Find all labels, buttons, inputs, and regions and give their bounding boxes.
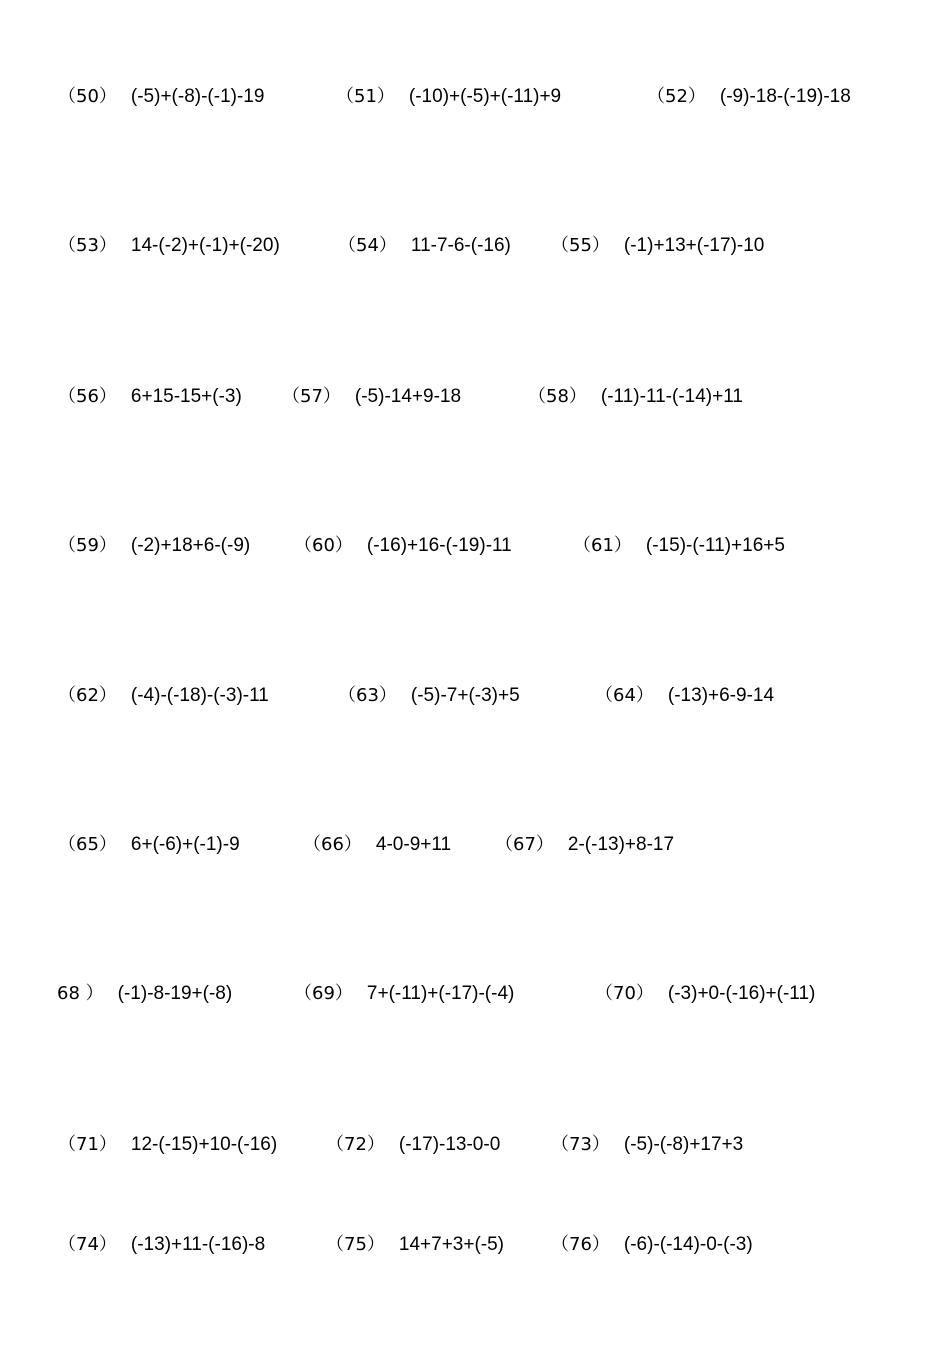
problem-number: （76） <box>551 1234 610 1255</box>
problem-expression: (-6)-(-14)-0-(-3) <box>623 1234 753 1255</box>
problem-55 <box>551 231 764 261</box>
problem-64 <box>595 681 774 711</box>
problem-number: （60） <box>294 535 353 556</box>
problem-expression: (-4)-(-18)-(-3)-11 <box>130 685 269 706</box>
problem-expression: (-5)-(-8)+17+3 <box>623 1134 744 1155</box>
problem-73 <box>551 1130 743 1160</box>
problem-56 <box>58 382 242 412</box>
problem-number: （51） <box>336 86 395 107</box>
problem-number: （67） <box>495 834 554 855</box>
problem-expression: (-5)-14+9-18 <box>354 386 462 407</box>
problem-number: （54） <box>338 235 397 256</box>
problem-53 <box>58 231 280 261</box>
problem-expression: 6+15-15+(-3) <box>130 386 242 407</box>
problem-number: （55） <box>551 235 610 256</box>
problem-number: （53） <box>58 235 117 256</box>
problem-expression: (-15)-(-11)+16+5 <box>645 535 785 556</box>
problem-row <box>0 231 950 261</box>
problem-68 <box>57 979 232 1009</box>
problem-number: （75） <box>326 1234 385 1255</box>
problem-51 <box>336 82 561 112</box>
problem-75 <box>326 1230 504 1260</box>
problem-65 <box>58 830 240 860</box>
problem-expression: (-5)-7+(-3)+5 <box>410 685 520 706</box>
problem-number: （65） <box>58 834 117 855</box>
problem-row <box>0 1230 950 1260</box>
problem-72 <box>326 1130 500 1160</box>
problem-row <box>0 82 950 112</box>
problem-number: （71） <box>58 1134 117 1155</box>
problem-50 <box>58 82 264 112</box>
problem-expression: (-9)-18-(-19)-18 <box>719 86 851 107</box>
problem-row <box>0 681 950 711</box>
problem-67 <box>495 830 674 860</box>
problem-61 <box>573 531 785 561</box>
problem-number: （50） <box>58 86 117 107</box>
problem-row <box>0 531 950 561</box>
problem-number: （69） <box>294 983 353 1004</box>
problem-70 <box>595 979 815 1009</box>
problem-58 <box>528 382 743 412</box>
problem-number: （61） <box>573 535 632 556</box>
problem-number: （62） <box>58 685 117 706</box>
problem-number: （70） <box>595 983 654 1004</box>
problem-62 <box>58 681 269 711</box>
problem-expression: (-1)-8-19+(-8) <box>117 983 233 1004</box>
problem-66 <box>303 830 451 860</box>
problem-expression: (-3)+0-(-16)+(-11) <box>667 983 816 1004</box>
problem-expression: (-10)+(-5)+(-11)+9 <box>408 86 562 107</box>
problem-expression: (-5)+(-8)-(-1)-19 <box>130 86 265 107</box>
problem-expression: 14-(-2)+(-1)+(-20) <box>130 235 280 256</box>
problem-57 <box>282 382 461 412</box>
problem-expression: 12-(-15)+10-(-16) <box>130 1134 278 1155</box>
problem-expression: (-16)+16-(-19)-11 <box>366 535 512 556</box>
problem-54 <box>338 231 511 261</box>
problem-number: （57） <box>282 386 341 407</box>
problem-74 <box>58 1230 265 1260</box>
problem-row <box>0 382 950 412</box>
problem-69 <box>294 979 514 1009</box>
problem-52 <box>647 82 851 112</box>
problem-expression: 11-7-6-(-16) <box>410 235 511 256</box>
problem-59 <box>58 531 250 561</box>
problem-60 <box>294 531 512 561</box>
problem-expression: (-11)-11-(-14)+11 <box>600 386 743 407</box>
problem-number: （64） <box>595 685 654 706</box>
problem-number: （59） <box>58 535 117 556</box>
problem-number: 68 ） <box>57 983 104 1004</box>
problem-expression: (-2)+18+6-(-9) <box>130 535 251 556</box>
problem-number: （72） <box>326 1134 385 1155</box>
problem-number: （73） <box>551 1134 610 1155</box>
problem-76 <box>551 1230 753 1260</box>
problem-number: （63） <box>338 685 397 706</box>
problem-number: （74） <box>58 1234 117 1255</box>
problem-number: （66） <box>303 834 362 855</box>
problem-number: （58） <box>528 386 587 407</box>
problem-71 <box>58 1130 277 1160</box>
problem-expression: 7+(-11)+(-17)-(-4) <box>366 983 515 1004</box>
problem-number: （52） <box>647 86 706 107</box>
problem-expression: 4-0-9+11 <box>375 834 452 855</box>
problem-expression: (-17)-13-0-0 <box>398 1134 501 1155</box>
problem-row <box>0 979 950 1009</box>
problem-expression: 14+7+3+(-5) <box>398 1234 505 1255</box>
problem-expression: (-13)+6-9-14 <box>667 685 775 706</box>
problem-63 <box>338 681 520 711</box>
problem-expression: 6+(-6)+(-1)-9 <box>130 834 240 855</box>
problem-number: （56） <box>58 386 117 407</box>
problem-row <box>0 830 950 860</box>
problem-expression: (-13)+11-(-16)-8 <box>130 1234 266 1255</box>
problem-expression: 2-(-13)+8-17 <box>567 834 675 855</box>
problem-row <box>0 1130 950 1160</box>
problem-expression: (-1)+13+(-17)-10 <box>623 235 765 256</box>
